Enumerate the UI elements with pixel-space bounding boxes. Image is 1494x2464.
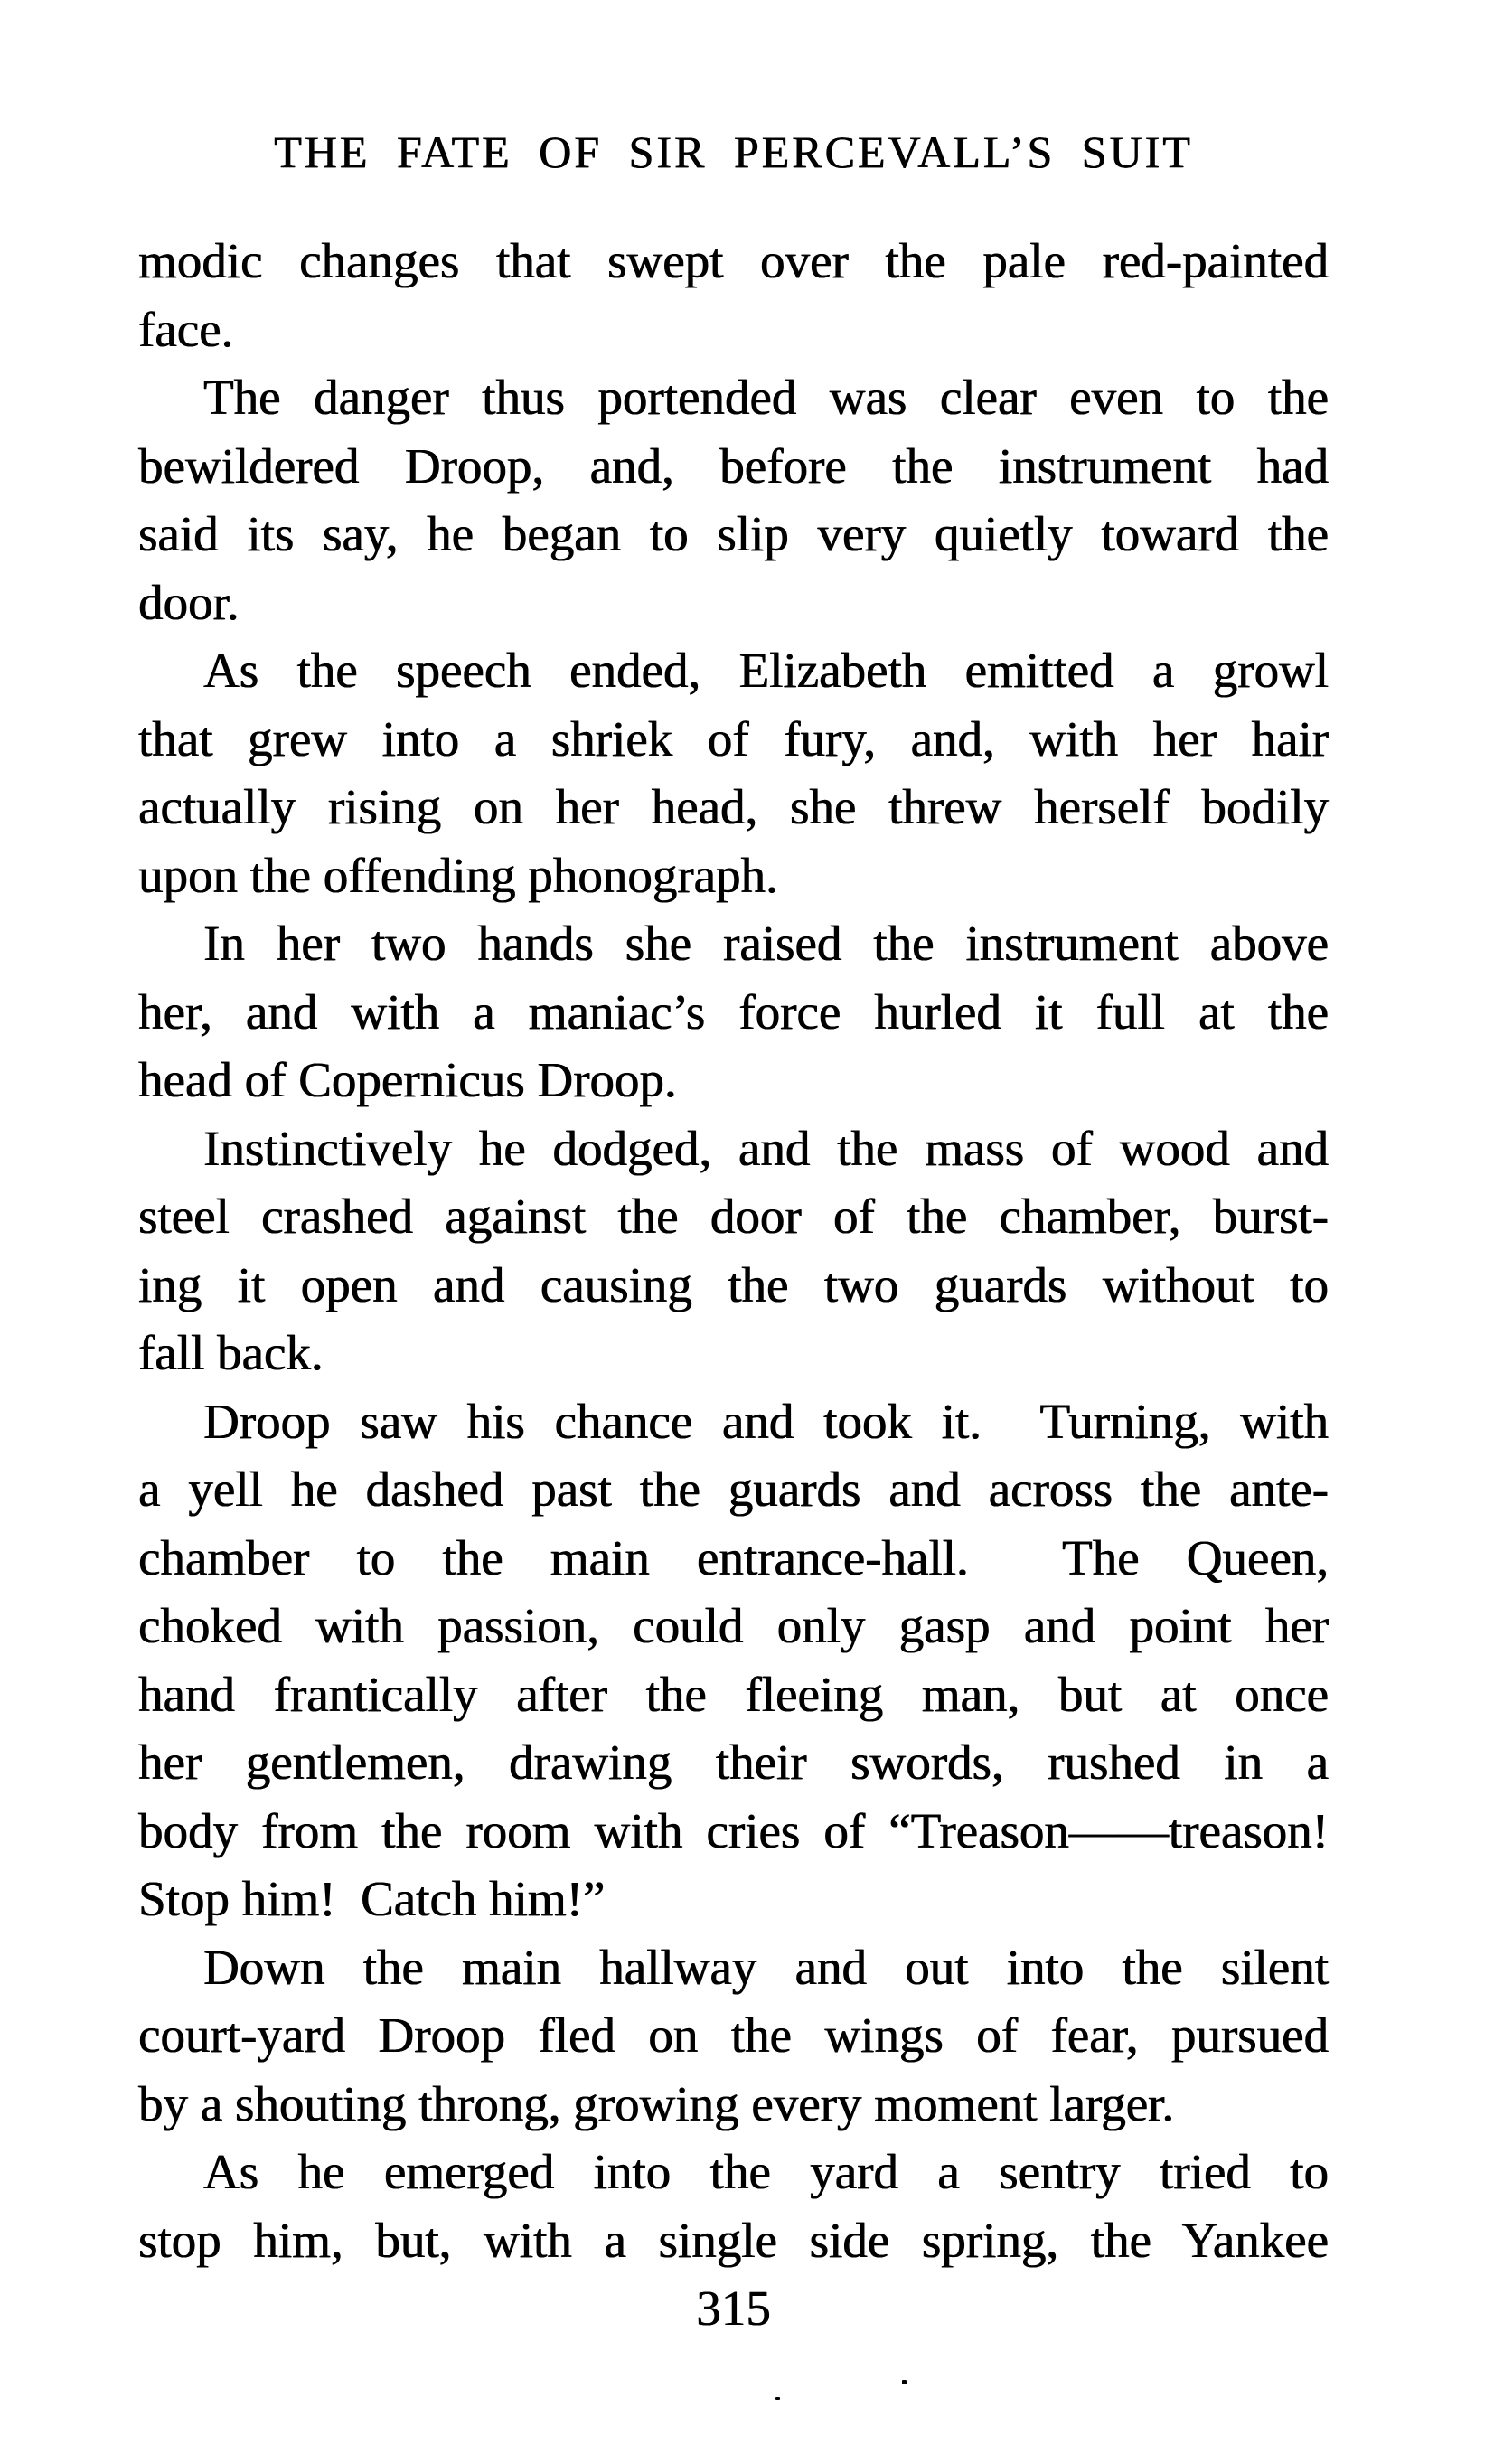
text-line: by a shouting throng, growing every moment larger. — [138, 2075, 1175, 2131]
text-line: said its say, he began to slip very quietly toward the — [138, 506, 1329, 561]
text-line: a yell he dashed past the guards and across the ante- — [138, 1462, 1329, 1517]
text-line: ing it open and causing the two guards without to — [138, 1256, 1329, 1312]
text-line: Droop saw his chance and took it. Turning, with — [203, 1393, 1329, 1449]
text-line: Stop him! Catch him!” — [138, 1871, 606, 1926]
text-line: Down the main hallway and out into the silent — [203, 1939, 1329, 1995]
text-line: court-yard Droop fled on the wings of fear, pursued — [138, 2008, 1329, 2063]
text-line: stop him, but, with a single side spring, the Yankee — [138, 2212, 1329, 2268]
text-line: actually rising on her head, she threw herself bodily — [138, 779, 1329, 834]
text-line: steel crashed against the door of the chamber, burst- — [138, 1189, 1329, 1244]
ink-speck — [902, 2380, 907, 2384]
text-line: upon the offending phonograph. — [138, 847, 778, 903]
text-line: hand frantically after the fleeing man, but at once — [138, 1666, 1329, 1722]
text-line: chamber to the main entrance-hall. The Queen, — [138, 1529, 1329, 1585]
ink-speck — [775, 2397, 780, 2400]
text-line: door. — [138, 574, 240, 630]
page-number: 315 — [696, 2281, 771, 2336]
body-text-block — [138, 227, 1329, 2343]
text-line: her gentlemen, drawing their swords, rushed in a — [138, 1735, 1329, 1790]
text-line: face. — [138, 301, 234, 357]
page-header-title: THE FATE OF SIR PERCEVALL’S SUIT — [274, 127, 1193, 177]
text-line: that grew into a shriek of fury, and, with her hair — [138, 710, 1329, 766]
text-line: As the speech ended, Elizabeth emitted a growl — [203, 643, 1329, 698]
text-line: Instinctively he dodged, and the mass of wood and — [203, 1120, 1329, 1176]
text-line: choked with passion, could only gasp and point her — [138, 1598, 1329, 1653]
text-line: her, and with a maniac’s force hurled it full at the — [138, 983, 1329, 1039]
text-line: body from the room with cries of “Treason——treason! — [138, 1802, 1329, 1858]
text-line: bewildered Droop, and, before the instrument had — [138, 437, 1329, 494]
text-line: In her two hands she raised the instrument above — [203, 916, 1329, 971]
text-line: modic changes that swept over the pale red-painted — [138, 233, 1329, 288]
text-line: As he emerged into the yard a sentry tried to — [203, 2144, 1329, 2199]
text-line: The danger thus portended was clear even to the — [203, 370, 1329, 425]
text-line: fall back. — [138, 1325, 324, 1380]
text-line: head of Copernicus Droop. — [138, 1052, 677, 1107]
